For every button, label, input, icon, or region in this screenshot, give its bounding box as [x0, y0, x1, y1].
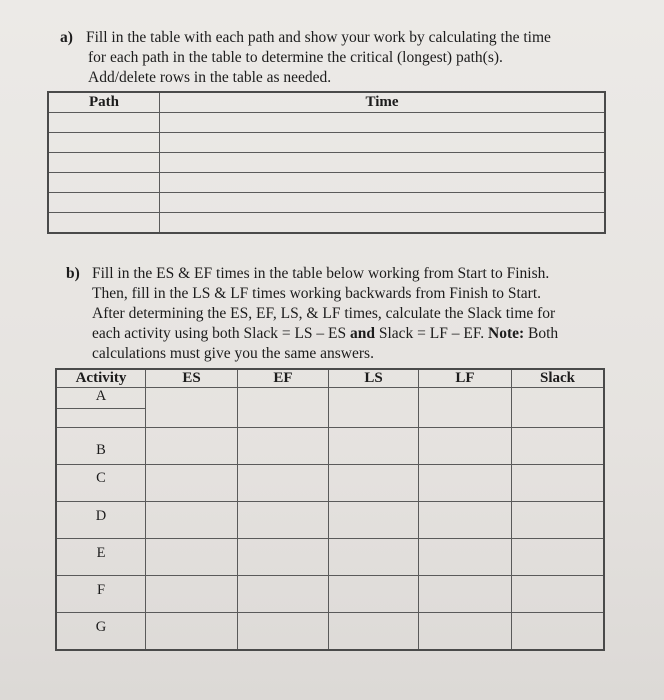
question-b-line-1: Fill in the ES & EF times in the table below working from Start to Finish.	[92, 265, 550, 282]
path-time-table	[47, 91, 606, 234]
question-b-label: b)	[66, 265, 80, 282]
es-cell[interactable]	[146, 388, 238, 428]
ef-column-header: EF	[238, 369, 329, 388]
and-text: and	[350, 325, 375, 342]
slack-cell[interactable]	[512, 613, 605, 651]
activity-cell-spacer	[56, 409, 146, 428]
question-b-line-3: After determining the ES, EF, LS, & LF times, calculate the Slack time for	[92, 305, 556, 322]
path-cell[interactable]	[48, 173, 160, 193]
ef-cell[interactable]	[238, 428, 329, 465]
lf-cell[interactable]	[419, 576, 512, 613]
activity-cell: E	[56, 539, 146, 576]
lf-column-header: LF	[419, 369, 512, 388]
path-table-row	[48, 213, 605, 234]
activity-cell: F	[56, 576, 146, 613]
ls-cell[interactable]	[329, 576, 419, 613]
path-table-row	[48, 113, 605, 133]
activity-row-g	[56, 613, 604, 651]
ls-cell[interactable]	[329, 465, 419, 502]
path-cell[interactable]	[48, 133, 160, 153]
ls-column-header: LS	[329, 369, 419, 388]
es-cell[interactable]	[146, 576, 238, 613]
question-b-line-5: calculations must give you the same answers.	[92, 345, 374, 362]
path-table-header-row	[48, 92, 605, 113]
activity-cell: G	[56, 613, 146, 651]
activity-cell: B	[56, 428, 146, 465]
question-b	[66, 264, 606, 364]
ef-cell[interactable]	[238, 576, 329, 613]
activity-row-c	[56, 465, 604, 502]
ls-cell[interactable]	[329, 428, 419, 465]
activity-cell: D	[56, 502, 146, 539]
time-column-header: Time	[160, 92, 606, 113]
ef-cell[interactable]	[238, 539, 329, 576]
question-a-line-2: for each path in the table to determine the critical (longest) path(s).	[88, 49, 503, 66]
lf-cell[interactable]	[419, 465, 512, 502]
question-a-label: a)	[60, 29, 73, 46]
slack-column-header: Slack	[512, 369, 605, 388]
lf-cell[interactable]	[419, 388, 512, 428]
activity-schedule-table	[55, 368, 605, 651]
question-b-line-4	[66, 324, 606, 344]
es-cell[interactable]	[146, 539, 238, 576]
es-cell[interactable]	[146, 428, 238, 465]
slack-cell[interactable]	[512, 502, 605, 539]
time-cell[interactable]	[160, 193, 606, 213]
es-cell[interactable]	[146, 465, 238, 502]
time-cell[interactable]	[160, 113, 606, 133]
slack-cell[interactable]	[512, 428, 605, 465]
question-a	[60, 28, 620, 88]
slack-formula-1: each activity using both Slack = LS – ES	[92, 325, 350, 342]
activity-cell: C	[56, 465, 146, 502]
ef-cell[interactable]	[238, 613, 329, 651]
path-table-row	[48, 153, 605, 173]
activity-row-d	[56, 502, 604, 539]
time-cell[interactable]	[160, 173, 606, 193]
time-cell[interactable]	[160, 153, 606, 173]
activity-column-header: Activity	[56, 369, 146, 388]
activity-row-a	[56, 388, 604, 409]
time-cell[interactable]	[160, 213, 606, 234]
slack-cell[interactable]	[512, 388, 605, 428]
slack-formula-2: Slack = LF – EF.	[375, 325, 488, 342]
ls-cell[interactable]	[329, 613, 419, 651]
ls-cell[interactable]	[329, 539, 419, 576]
path-column-header: Path	[48, 92, 160, 113]
ls-cell[interactable]	[329, 388, 419, 428]
es-cell[interactable]	[146, 613, 238, 651]
question-a-line-1: Fill in the table with each path and show your work by calculating the time	[86, 29, 551, 46]
lf-cell[interactable]	[419, 539, 512, 576]
path-cell[interactable]	[48, 213, 160, 234]
activity-row-f	[56, 576, 604, 613]
path-cell[interactable]	[48, 193, 160, 213]
schedule-header-row	[56, 369, 604, 388]
activity-row-e	[56, 539, 604, 576]
note-label: Note:	[488, 325, 525, 342]
path-table-row	[48, 193, 605, 213]
path-table-row	[48, 173, 605, 193]
slack-cell[interactable]	[512, 465, 605, 502]
lf-cell[interactable]	[419, 613, 512, 651]
es-column-header: ES	[146, 369, 238, 388]
ef-cell[interactable]	[238, 465, 329, 502]
path-table-row	[48, 133, 605, 153]
activity-row-b	[56, 428, 604, 465]
ls-cell[interactable]	[329, 502, 419, 539]
lf-cell[interactable]	[419, 428, 512, 465]
question-b-line-2: Then, fill in the LS & LF times working backwards from Finish to Start.	[92, 285, 542, 302]
slack-cell[interactable]	[512, 576, 605, 613]
time-cell[interactable]	[160, 133, 606, 153]
lf-cell[interactable]	[419, 502, 512, 539]
slack-cell[interactable]	[512, 539, 605, 576]
activity-cell: A	[56, 388, 146, 409]
question-a-line-3: Add/delete rows in the table as needed.	[88, 69, 332, 86]
path-cell[interactable]	[48, 153, 160, 173]
ef-cell[interactable]	[238, 502, 329, 539]
es-cell[interactable]	[146, 502, 238, 539]
note-text: Both	[524, 325, 559, 342]
path-cell[interactable]	[48, 113, 160, 133]
ef-cell[interactable]	[238, 388, 329, 428]
